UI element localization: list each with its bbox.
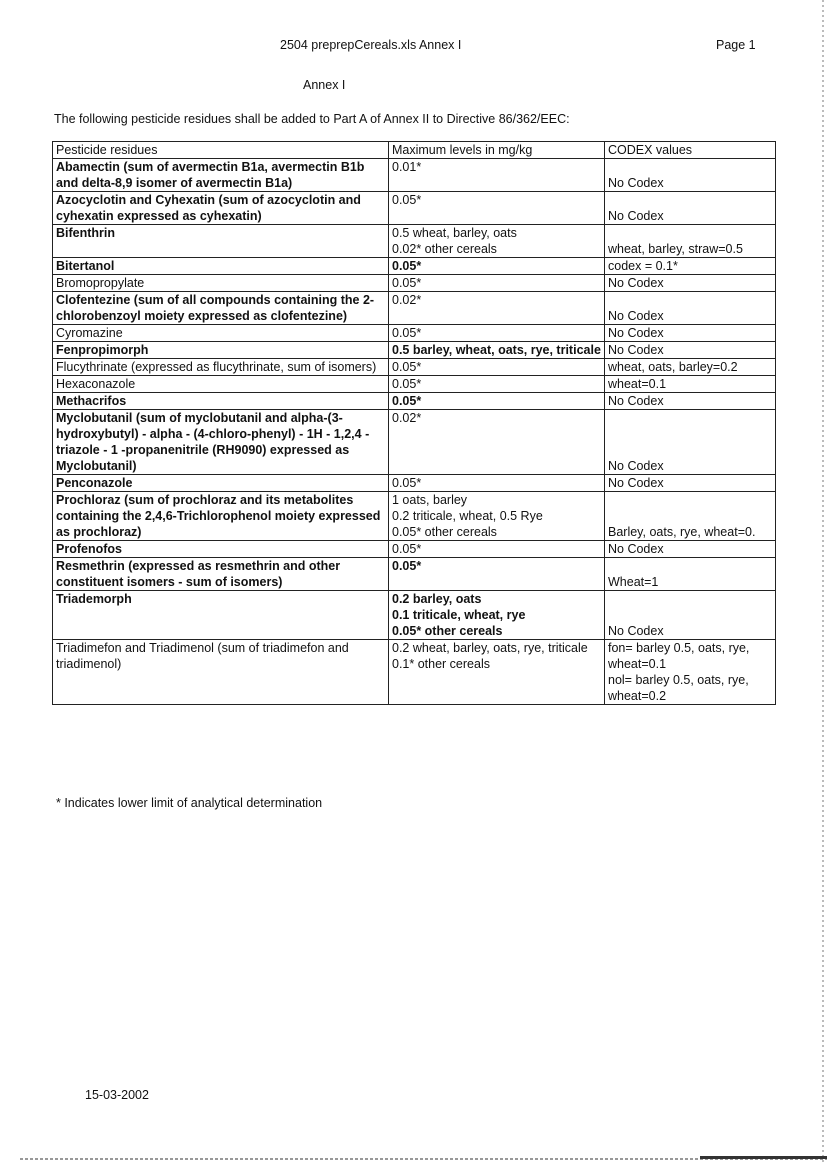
- codex-value: No Codex: [608, 309, 664, 323]
- table-body: [53, 159, 776, 705]
- table-row: [53, 225, 776, 258]
- codex-cell: [605, 292, 776, 325]
- max-level-cell: [389, 292, 605, 325]
- table-row: [53, 342, 776, 359]
- intro-text: The following pesticide residues shall be added to Part A of Annex II to Directive 86/362/EEC:: [54, 112, 570, 126]
- max-level-cell: [389, 225, 605, 258]
- pesticide-name: Triadimefon and Triadimenol (sum of triadimefon and triadimenol): [53, 640, 389, 705]
- codex-value: No Codex: [608, 326, 664, 340]
- page-number: Page 1: [716, 38, 756, 52]
- max-level-value: 0.05*: [392, 476, 422, 490]
- max-level-cell: [389, 342, 605, 359]
- pesticide-name: Flucythrinate (expressed as flucythrinate, sum of isomers): [53, 359, 389, 376]
- max-level-value: 0.1 triticale, wheat, rye: [392, 608, 526, 622]
- annex-heading: Annex I: [303, 78, 346, 92]
- max-level-value: 0.05*: [392, 276, 422, 290]
- codex-cell: [605, 258, 776, 275]
- max-level-value: 0.05* other cereals: [392, 525, 497, 539]
- codex-value: No Codex: [608, 209, 664, 223]
- scan-edge-bottom-dark: [700, 1156, 827, 1159]
- pesticide-name: Hexaconazole: [53, 376, 389, 393]
- max-level-value: 0.5 wheat, barley, oats: [392, 226, 517, 240]
- codex-cell: [605, 159, 776, 192]
- codex-value: No Codex: [608, 394, 664, 408]
- pesticide-name: Methacrifos: [53, 393, 389, 410]
- max-level-cell: [389, 410, 605, 475]
- codex-cell: [605, 591, 776, 640]
- codex-value: No Codex: [608, 176, 664, 190]
- codex-cell: [605, 492, 776, 541]
- max-level-cell: [389, 558, 605, 591]
- pesticide-name: Cyromazine: [53, 325, 389, 342]
- max-level-value: 0.01*: [392, 160, 422, 174]
- max-level-value: 0.2 triticale, wheat, 0.5 Rye: [392, 509, 543, 523]
- max-level-value: 0.05*: [392, 193, 422, 207]
- table-row: [53, 591, 776, 640]
- codex-value: No Codex: [608, 542, 664, 556]
- pesticide-name: Bromopropylate: [53, 275, 389, 292]
- codex-value: wheat, barley, straw=0.5: [608, 242, 743, 256]
- codex-value: codex = 0.1*: [608, 259, 678, 273]
- max-level-cell: [389, 475, 605, 492]
- codex-cell: [605, 192, 776, 225]
- max-level-cell: [389, 325, 605, 342]
- table-row: [53, 541, 776, 558]
- max-level-cell: [389, 258, 605, 275]
- pesticide-table: [52, 141, 776, 705]
- max-level-value: 0.02* other cereals: [392, 242, 497, 256]
- table-row: [53, 325, 776, 342]
- table-row: [53, 393, 776, 410]
- max-level-value: 0.05*: [392, 326, 422, 340]
- max-level-value: 0.2 barley, oats: [392, 592, 482, 606]
- table-row: [53, 159, 776, 192]
- col-header-max-levels: Maximum levels in mg/kg: [389, 142, 605, 159]
- max-level-value: 0.5 barley, wheat, oats, rye, triticale: [392, 343, 601, 357]
- pesticide-name: Bifenthrin: [53, 225, 389, 258]
- max-level-value: 0.05*: [392, 360, 422, 374]
- codex-value: nol= barley 0.5, oats, rye, wheat=0.2: [608, 673, 749, 703]
- max-level-value: 0.05* other cereals: [392, 624, 503, 638]
- scan-edge-right: [822, 0, 824, 1163]
- max-level-cell: [389, 640, 605, 705]
- max-level-cell: [389, 492, 605, 541]
- document-title: 2504 preprepCereals.xls Annex I: [280, 38, 462, 52]
- codex-value: No Codex: [608, 343, 664, 357]
- pesticide-name: Myclobutanil (sum of myclobutanil and alpha-(3-hydroxybutyl) - alpha - (4-chloro-phenyl) - 1H - 1,2,4 - triazole - 1 -propanenitrile (RH9090) expressed as Myclobutanil): [53, 410, 389, 475]
- col-header-codex: CODEX values: [605, 142, 776, 159]
- table-row: [53, 275, 776, 292]
- codex-cell: [605, 342, 776, 359]
- codex-cell: [605, 359, 776, 376]
- codex-value: No Codex: [608, 276, 664, 290]
- table-row: [53, 558, 776, 591]
- codex-value: No Codex: [608, 459, 664, 473]
- codex-value: Barley, oats, rye, wheat=0.: [608, 525, 756, 539]
- codex-value: wheat, oats, barley=0.2: [608, 360, 738, 374]
- max-level-value: 0.05*: [392, 377, 422, 391]
- max-level-value: 0.05*: [392, 259, 422, 273]
- pesticide-name: Clofentezine (sum of all compounds containing the 2-chlorobenzoyl moiety expressed as clofentezine): [53, 292, 389, 325]
- table-row: [53, 292, 776, 325]
- max-level-value: 0.05*: [392, 394, 422, 408]
- codex-cell: [605, 640, 776, 705]
- table-row: [53, 475, 776, 492]
- table-row: [53, 359, 776, 376]
- codex-cell: [605, 225, 776, 258]
- max-level-value: 0.02*: [392, 411, 422, 425]
- table-header-row: [53, 142, 776, 159]
- pesticide-name: Abamectin (sum of avermectin B1a, avermectin B1b and delta-8,9 isomer of avermectin B1a): [53, 159, 389, 192]
- codex-cell: [605, 376, 776, 393]
- codex-cell: [605, 410, 776, 475]
- pesticide-name: Penconazole: [53, 475, 389, 492]
- codex-value: No Codex: [608, 476, 664, 490]
- codex-cell: [605, 541, 776, 558]
- max-level-cell: [389, 393, 605, 410]
- table-row: [53, 410, 776, 475]
- max-level-cell: [389, 591, 605, 640]
- codex-cell: [605, 275, 776, 292]
- codex-cell: [605, 325, 776, 342]
- table-row: [53, 376, 776, 393]
- pesticide-name: Azocyclotin and Cyhexatin (sum of azocyclotin and cyhexatin expressed as cyhexatin): [53, 192, 389, 225]
- table-row: [53, 640, 776, 705]
- max-level-cell: [389, 192, 605, 225]
- max-level-value: 0.1* other cereals: [392, 657, 490, 671]
- max-level-value: 0.05*: [392, 559, 422, 573]
- codex-value: No Codex: [608, 624, 664, 638]
- table-row: [53, 192, 776, 225]
- pesticide-name: Profenofos: [53, 541, 389, 558]
- max-level-value: 1 oats, barley: [392, 493, 468, 507]
- max-level-cell: [389, 541, 605, 558]
- codex-value: wheat=0.1: [608, 377, 667, 391]
- pesticide-name: Resmethrin (expressed as resmethrin and other constituent isomers - sum of isomers): [53, 558, 389, 591]
- max-level-value: 0.02*: [392, 293, 422, 307]
- codex-cell: [605, 393, 776, 410]
- codex-cell: [605, 475, 776, 492]
- pesticide-name: Prochloraz (sum of prochloraz and its metabolites containing the 2,4,6-Trichlorophenol moiety expressed as prochloraz): [53, 492, 389, 541]
- max-level-cell: [389, 359, 605, 376]
- pesticide-name: Triademorph: [53, 591, 389, 640]
- table-row: [53, 258, 776, 275]
- pesticide-name: Bitertanol: [53, 258, 389, 275]
- max-level-cell: [389, 376, 605, 393]
- codex-value: Wheat=1: [608, 575, 659, 589]
- max-level-value: 0.2 wheat, barley, oats, rye, triticale: [392, 641, 588, 655]
- max-level-value: 0.05*: [392, 542, 422, 556]
- codex-cell: [605, 558, 776, 591]
- max-level-cell: [389, 275, 605, 292]
- pesticide-name: Fenpropimorph: [53, 342, 389, 359]
- table-row: [53, 492, 776, 541]
- footnote: * Indicates lower limit of analytical determination: [56, 796, 323, 810]
- codex-value: fon= barley 0.5, oats, rye, wheat=0.1: [608, 641, 750, 671]
- max-level-cell: [389, 159, 605, 192]
- col-header-pesticide: Pesticide residues: [53, 142, 389, 159]
- document-date: 15-03-2002: [85, 1088, 149, 1102]
